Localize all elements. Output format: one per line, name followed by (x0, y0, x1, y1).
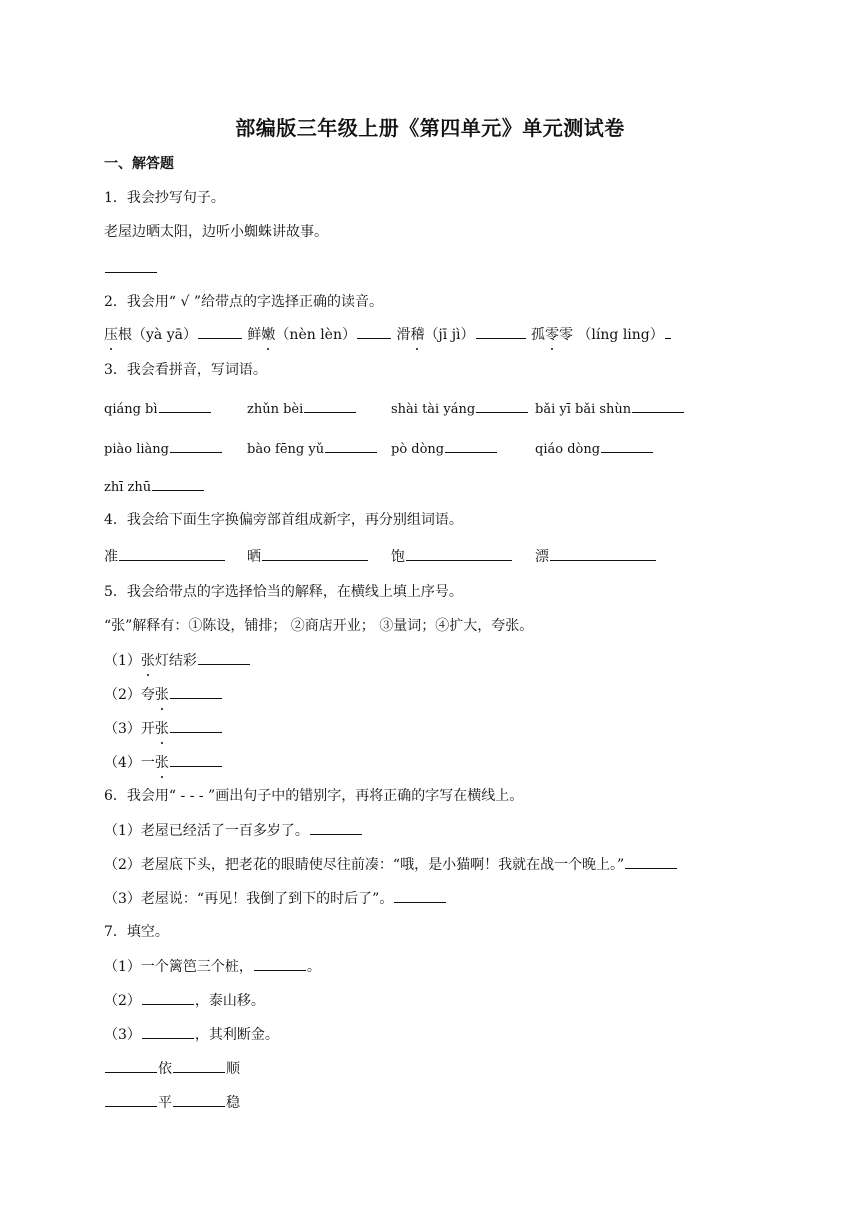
dotted-char: 张 (154, 687, 169, 703)
answer-blank[interactable] (262, 546, 368, 561)
page-title: 部编版三年级上册《第四单元》单元测试卷 (235, 116, 625, 140)
answer-blank[interactable] (119, 546, 225, 561)
answer-blank[interactable] (310, 820, 362, 835)
answer-blank[interactable] (198, 650, 250, 665)
answer-blank[interactable] (625, 854, 677, 869)
q6-item: （2）老屋底下头，把老花的眼睛使尽往前凑：“哦，是小猫啊！我就在战一个晚上。” (104, 854, 678, 875)
answer-blank[interactable] (105, 1092, 157, 1107)
q2-item: 鲜嫩（nèn lèn） (247, 327, 356, 343)
q7-idiom-row: 平 稳 (104, 1092, 240, 1113)
q5-item: （1）张灯结彩 (104, 650, 251, 671)
q5-item: （3）开张 (104, 718, 223, 739)
dotted-char: 嫩 (261, 327, 276, 343)
q7-idiom-row: 依 顺 (104, 1058, 240, 1079)
answer-blank[interactable] (601, 438, 653, 453)
answer-blank[interactable] (476, 398, 528, 413)
q7-item: （2） ，泰山移。 (104, 990, 265, 1011)
q7-item: （1）一个篱笆三个桩， 。 (104, 956, 321, 977)
q4-char-item: 晒 (247, 546, 369, 566)
answer-blank[interactable] (304, 398, 356, 413)
q5-item: （4）一张 (104, 752, 223, 773)
answer-blank[interactable] (550, 546, 656, 561)
q4-prompt: 4．我会给下面生字换偏旁部首组成新字，再分别组词语。 (104, 512, 463, 528)
dotted-char: 张 (140, 653, 155, 669)
answer-blank[interactable] (170, 438, 222, 453)
q7-item: （3） ，其利断金。 (104, 1024, 279, 1045)
answer-blank[interactable] (394, 888, 446, 903)
q6-prompt: 6．我会用“ - - - ”画出句子中的错别字，再将正确的字写在横线上。 (104, 788, 524, 804)
answer-blank[interactable] (325, 438, 377, 453)
answer-blank[interactable] (170, 718, 222, 733)
q1-answer-blank[interactable] (104, 258, 158, 279)
pinyin-item: qiáo dòng (535, 438, 654, 457)
q2-items (104, 324, 672, 345)
q5-explanation: “张”解释有：①陈设，铺排； ②商店开业； ③量词；④扩大，夸张。 (104, 618, 534, 634)
answer-blank[interactable] (476, 324, 526, 339)
pinyin-item: zhǔn bèi (247, 398, 357, 417)
answer-blank[interactable] (254, 956, 306, 971)
answer-blank[interactable] (357, 324, 391, 339)
dotted-char: 零 (544, 327, 559, 343)
dotted-char: 张 (154, 755, 169, 771)
section-heading: 一、解答题 (104, 156, 174, 172)
dotted-char: 张 (154, 721, 169, 737)
answer-blank[interactable] (170, 752, 222, 767)
answer-blank[interactable] (665, 324, 671, 339)
dotted-char: 稽 (410, 327, 425, 343)
pinyin-item: pò dòng (391, 438, 498, 457)
answer-blank[interactable] (632, 398, 684, 413)
answer-blank[interactable] (198, 324, 242, 339)
q1-sentence: 老屋边晒太阳，边听小蜘蛛讲故事。 (104, 224, 328, 240)
pinyin-item: shài tài yáng (391, 398, 529, 417)
q2-item: 压根（yà yā） (104, 327, 197, 343)
answer-blank[interactable] (152, 476, 204, 491)
q4-char-item: 饱 (391, 546, 513, 566)
pinyin-item: piào liàng (104, 438, 223, 457)
q6-item: （3）老屋说：“再见！我倒了到下的时后了”。 (104, 888, 447, 909)
answer-blank[interactable] (170, 684, 222, 699)
q4-char-item: 准 (104, 546, 226, 566)
q4-char-item: 漂 (535, 546, 657, 566)
q2-prompt: 2．我会用“ √ ”给带点的字选择正确的读音。 (104, 294, 384, 310)
answer-blank[interactable] (445, 438, 497, 453)
dotted-char: 压 (104, 327, 118, 343)
answer-blank[interactable] (406, 546, 512, 561)
answer-blank[interactable] (105, 1058, 157, 1073)
answer-blank[interactable] (173, 1092, 225, 1107)
pinyin-item: bào fēng yǔ (247, 438, 378, 457)
pinyin-item: zhī zhū (104, 476, 205, 495)
q3-prompt: 3．我会看拼音，写词语。 (104, 362, 267, 378)
answer-blank[interactable] (142, 1024, 194, 1039)
q2-item: 滑稽（jī jì） (396, 327, 475, 343)
answer-blank[interactable] (173, 1058, 225, 1073)
q5-prompt: 5．我会给带点的字选择恰当的解释，在横线上填上序号。 (104, 584, 463, 600)
answer-blank[interactable] (159, 398, 211, 413)
q1-prompt: 1．我会抄写句子。 (104, 190, 225, 206)
pinyin-item: bǎi yī bǎi shùn (535, 398, 685, 417)
q7-prompt: 7．填空。 (104, 924, 169, 940)
q6-item: （1）老屋已经活了一百多岁了。 (104, 820, 363, 841)
q5-item: （2）夸张 (104, 684, 223, 705)
pinyin-item: qiáng bì (104, 398, 212, 417)
answer-blank[interactable] (142, 990, 194, 1005)
q2-item: 孤零零 （líng ling） (530, 327, 664, 343)
